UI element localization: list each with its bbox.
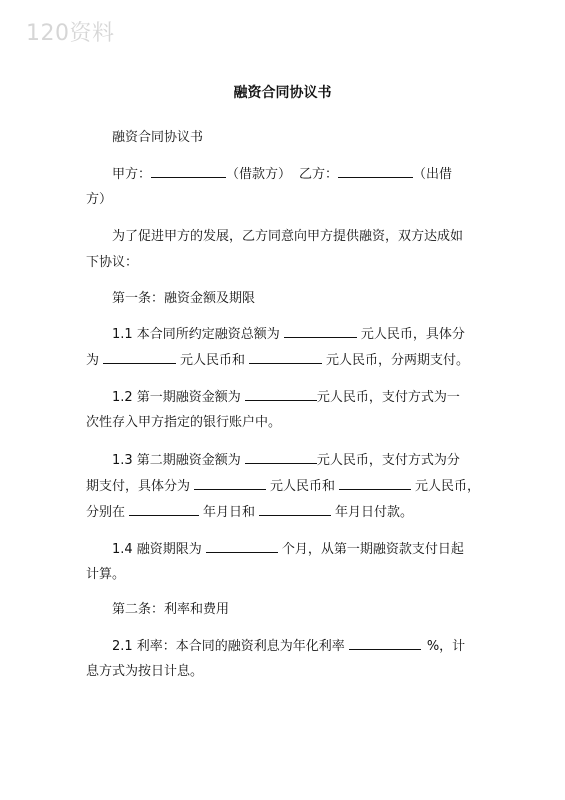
clause-text: 元人民币，分两期支付。 [326,353,470,368]
clause-1-3-line-1 [112,450,460,470]
clause-text: 元人民币，支付方式为一 [316,390,460,405]
party-b-blank [338,164,413,178]
clause-text: 1.4 融资期限为 [112,542,202,557]
amount-blank [103,350,176,364]
amount-blank [194,476,266,490]
clause-text: 1.2 第一期融资金额为 [112,390,241,405]
clause-1-2-line-2: 次性存入甲方指定的银行账户中。 [86,415,282,430]
clause-2-1-line-2: 息方式为按日计息。 [86,664,204,679]
intro-line-1: 为了促进甲方的发展，乙方同意向甲方提供融资，双方达成如 [112,229,464,244]
party-a-label: 甲方： [112,167,152,182]
article-1-heading: 第一条：融资金额及期限 [112,291,256,306]
clause-text: 元人民币和 [270,479,336,494]
clause-1-3-line-3 [86,502,413,522]
clause-text: 为 [86,353,100,368]
clause-text: %，计 [426,639,466,654]
clause-1-2-line-1 [112,387,460,407]
amount-blank [339,476,411,490]
interest-rate-blank [349,636,421,650]
clause-2-1-line-1 [112,636,465,656]
clause-text: 2.1 利率：本合同的融资利息为年化利率 [112,639,345,654]
clause-text: 元人民币，支付方式为分 [316,453,460,468]
article-2-heading: 第二条：利率和费用 [112,602,230,617]
date-blank [129,502,199,516]
clause-text: 元人民币，具体分 [360,327,465,342]
clause-text: 期支付，具体分为 [86,479,191,494]
watermark: 120资料 [26,21,115,46]
doc-label: 融资合同协议书 [112,130,204,145]
clause-text: 年月日付款。 [335,505,414,520]
amount-blank [249,350,322,364]
clause-1-1-line-2 [86,350,469,370]
date-blank [259,502,331,516]
total-amount-blank [284,324,357,338]
parties-line [112,164,452,184]
clause-1-1-line-1 [112,324,465,344]
term-months-blank [206,539,278,553]
clause-text: 元人民币和 [180,353,246,368]
clause-text: 元人民币， [415,479,481,494]
second-amount-blank [245,450,317,464]
clause-text: 年月日和 [203,505,256,520]
clause-text: 1.1 本合同所约定融资总额为 [112,327,280,342]
party-b-role: （出借 [413,167,453,182]
first-amount-blank [245,387,317,401]
clause-text: 分别在 [86,505,126,520]
party-a-role: （借款方） [226,167,292,182]
document-title: 融资合同协议书 [233,85,332,101]
clause-text: 1.3 第二期融资金额为 [112,453,241,468]
party-a-blank [151,164,226,178]
intro-line-2: 下协议： [86,255,139,270]
clause-1-3-line-2 [86,476,480,496]
clause-text: 个月，从第一期融资款支付日起 [281,542,464,557]
party-b-role-cont: 方） [86,192,113,207]
clause-1-4-line-2: 计算。 [86,567,126,582]
clause-1-4-line-1 [112,539,464,559]
party-b-label: 乙方： [299,167,339,182]
